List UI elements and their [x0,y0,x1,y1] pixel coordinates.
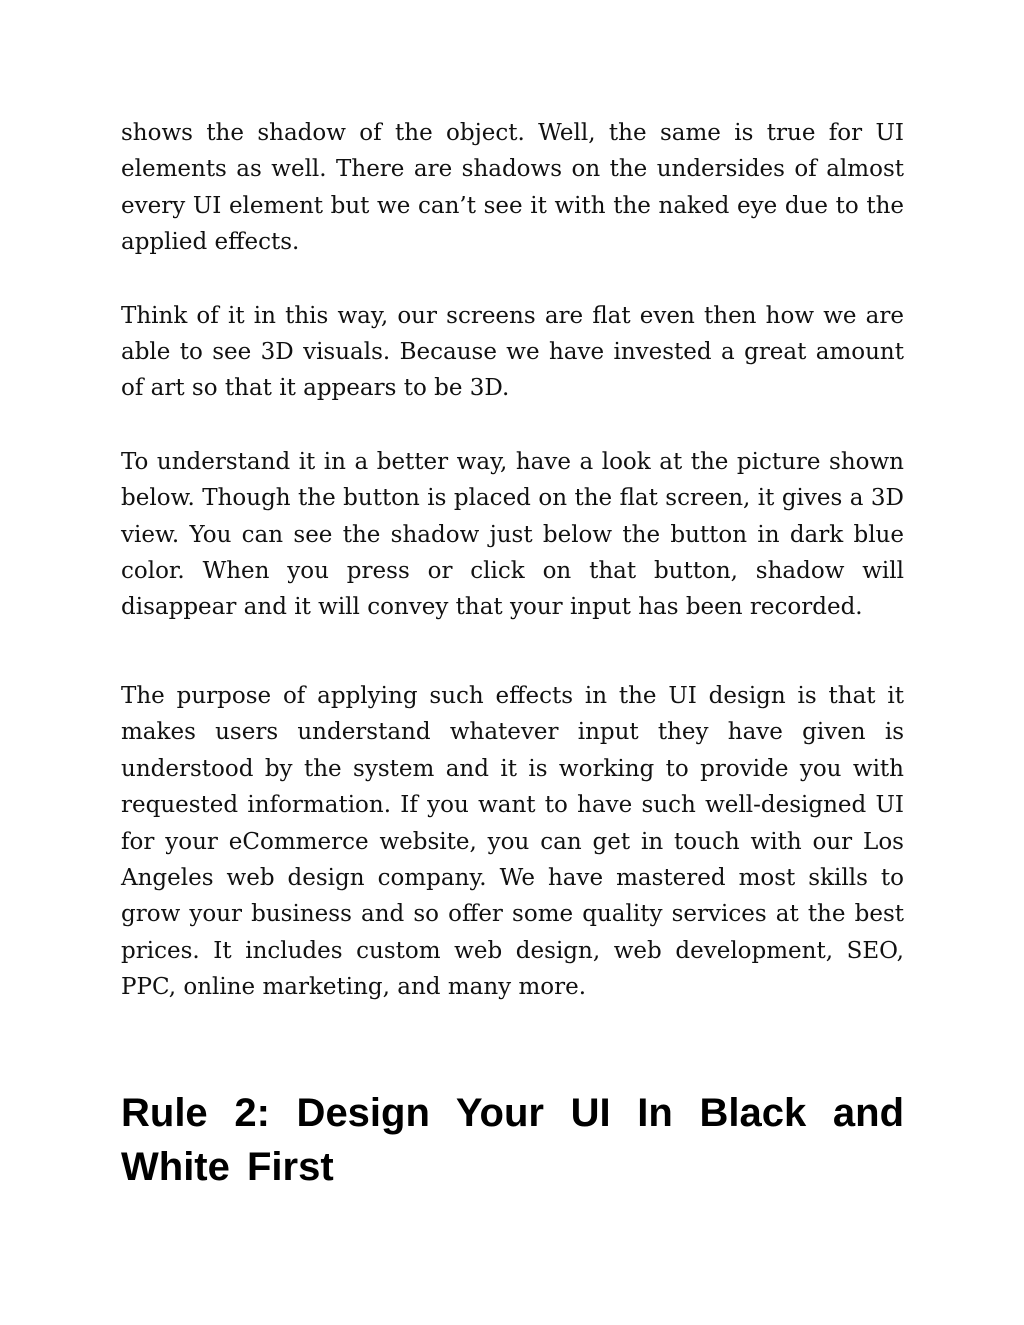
paragraph-flat-screens: Think of it in this way, our screens are flat even then how we are able to see 3D visuals. Because we have invested a great amount of art so that it appears to be 3D. [121,302,904,402]
paragraph-purpose: The purpose of applying such effects in the UI design is that it makes users understand whatever input they have given is understood by the system and it is working to provide you with requested information. If you want to have such well-designed UI for your eCommerce website, you can get in touch with our Los Angeles web design company. We have mastered most skills to grow your business and so offer some quality services at the best prices. It includes custom web design, web development, SEO, PPC, online marketing, and many more. [121,682,904,1001]
paragraph-shadow-intro: shows the shadow of the object. Well, the same is true for UI elements as well. There are shadows on the undersides of almost every UI element but we can’t see it with the naked eye due to the applied effects. [121,120,904,256]
paragraph-button-example: To understand it in a better way, have a look at the picture shown below. Though the button is placed on the flat screen, it gives a 3D view. You can see the shadow just below the button in dark blue color. When you press or click on that button, shadow will disappear and it will convey that your input has been recorded. [121,448,904,621]
document-page [121,115,904,1194]
section-heading: Rule 2: Design Your UI In Black and White First [121,1090,904,1189]
